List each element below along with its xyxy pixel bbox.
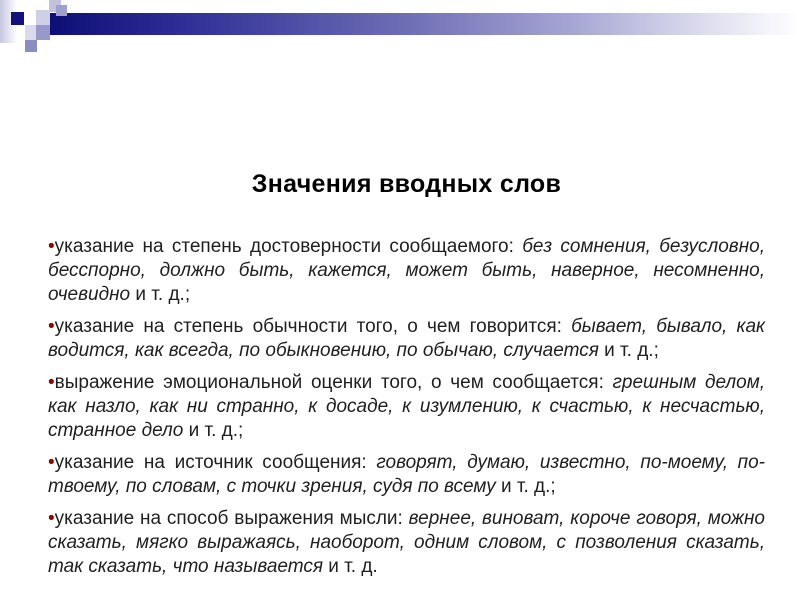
- bullet-item: [48, 235, 765, 307]
- bullet-tail-text: и т. д.: [323, 556, 378, 577]
- bullet-lead-text: указание на способ выражения мысли:: [54, 508, 409, 529]
- bullet-tail-text: и т. д.;: [495, 476, 556, 497]
- bullet-examples-text: грешным делом, как назло, как ни странно, к досаде, к изумлению, к счастью, к несчастью, странное дело: [48, 372, 765, 441]
- bullet-examples-text: бывает, бывало, как водится, как всегда, по обыкновению, по обычаю, случается: [48, 316, 765, 361]
- bullet-examples-text: вернее, виноват, короче говоря, можно сказать, мягко выражаясь, наоборот, одним словом, с позволения сказать, так сказать, что называется: [48, 508, 765, 577]
- bullet-marker: •: [48, 236, 55, 257]
- bullet-tail-text: и т. д.;: [130, 284, 191, 305]
- slide-body: [48, 235, 765, 587]
- bullet-item: [48, 315, 765, 363]
- bullet-lead-text: выражение эмоциональной оценки того, о чем сообщается:: [54, 372, 613, 393]
- bullet-lead-text: указание на степень обычности того, о чем говорится:: [54, 316, 572, 337]
- bullet-item: [48, 451, 765, 499]
- bullet-marker: •: [48, 316, 55, 337]
- deco-square-bottom-medium: [25, 40, 37, 52]
- header-gradient-bar: [47, 13, 800, 35]
- deco-square-top-medium: [56, 5, 67, 16]
- deco-square-mid-light: [36, 10, 50, 25]
- bullet-marker: •: [48, 372, 55, 393]
- bullet-item: [48, 507, 765, 579]
- slide-title: Значения вводных слов: [251, 170, 562, 198]
- bullet-examples-text: без сомнения, безусловно, бесспорно, должно быть, кажется, может быть, наверное, несомненно, очевидно: [48, 236, 765, 305]
- bullet-item: [48, 371, 765, 443]
- bullet-marker: •: [48, 508, 55, 529]
- bullet-tail-text: и т. д.;: [598, 340, 659, 361]
- bullet-examples-text: говорят, думаю, известно, по-моему, по-твоему, по словам, с точки зрения, судя по всему: [48, 452, 766, 497]
- bullet-lead-text: указание на источник сообщения:: [54, 452, 377, 473]
- bullet-marker: •: [48, 452, 55, 473]
- deco-square-lower-medium: [36, 25, 50, 40]
- bullet-tail-text: и т. д.;: [183, 420, 244, 441]
- deco-square-navy: [11, 12, 24, 25]
- bullet-lead-text: указание на степень достоверности сообщаемого:: [54, 236, 523, 257]
